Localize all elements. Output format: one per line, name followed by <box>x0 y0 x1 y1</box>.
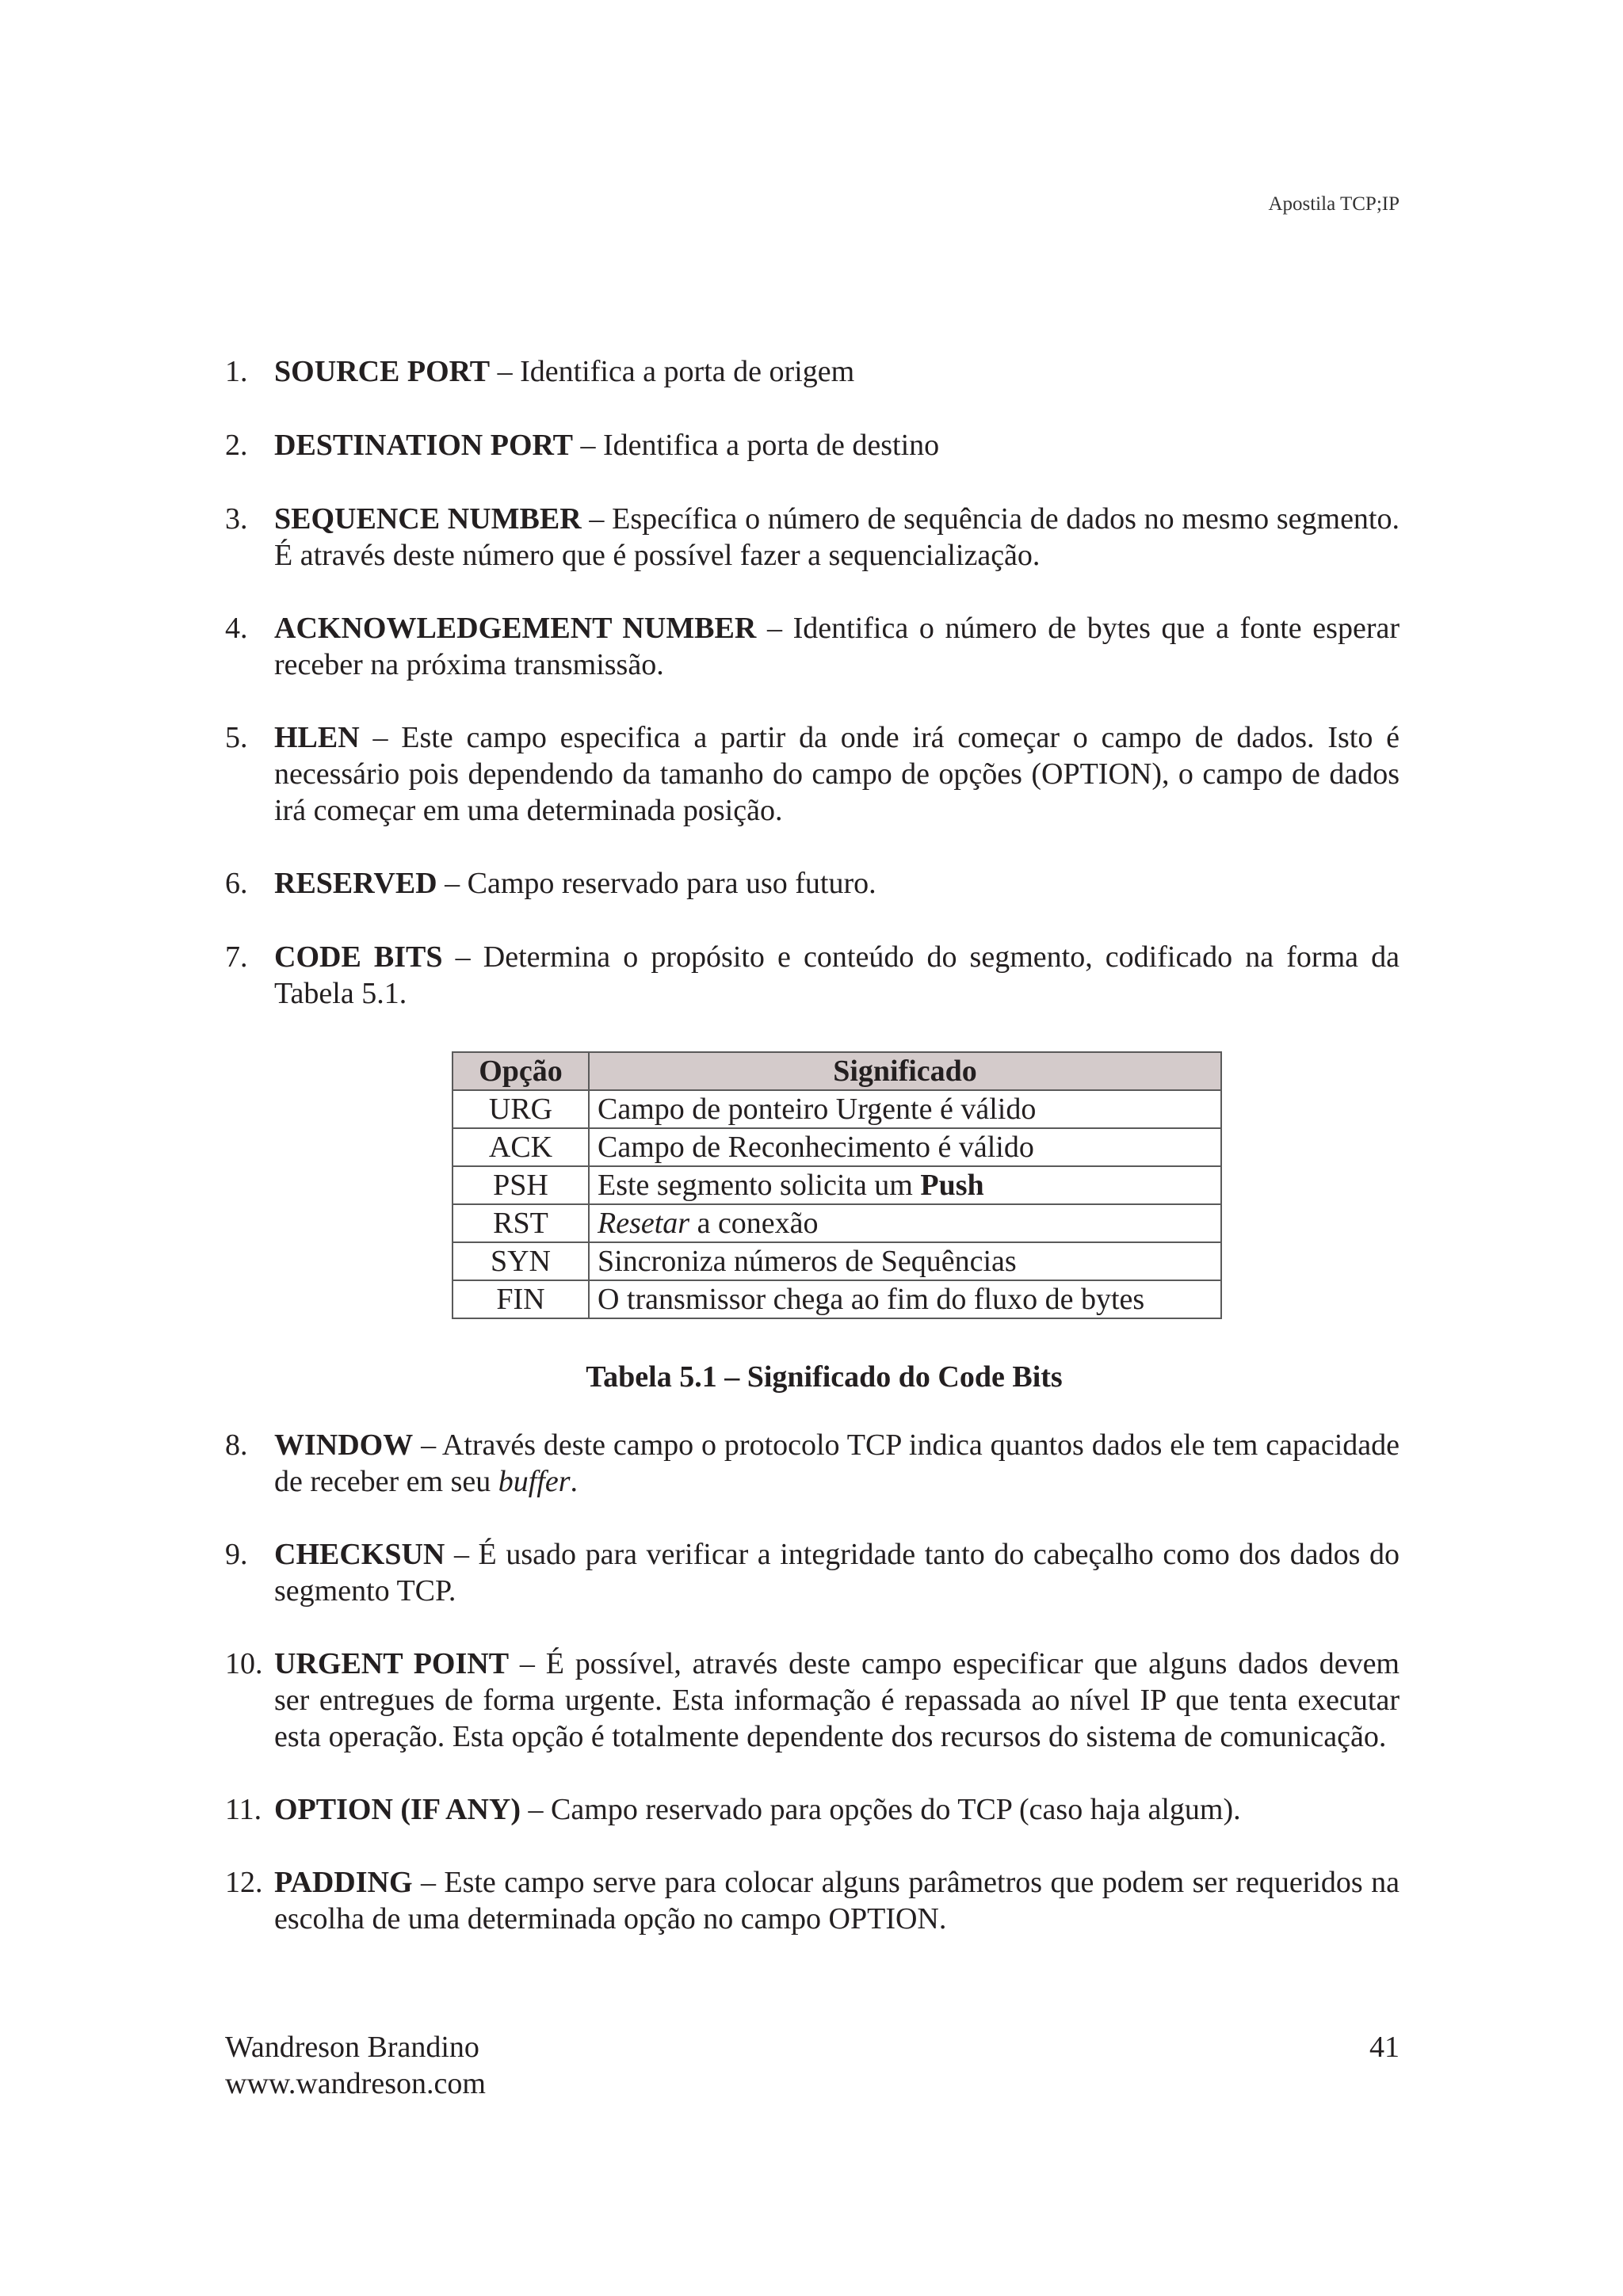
item-number: 1. <box>225 355 248 388</box>
list-item-urgent-point <box>225 1646 1400 1755</box>
list-item-padding <box>225 1864 1400 1937</box>
item-term: WINDOW <box>274 1428 414 1462</box>
item-text: – Determina o propósito e conteúdo do segmento, codificado na forma da Tabela 5.1. <box>274 940 1400 1010</box>
item-number: 2. <box>225 429 248 462</box>
item-body <box>274 501 1400 574</box>
table-row <box>453 1166 1221 1204</box>
list-item-window <box>225 1427 1400 1500</box>
table-header-row <box>453 1052 1221 1090</box>
item-number: 3. <box>225 502 248 536</box>
item-body <box>274 353 1400 390</box>
item-term: CHECKSUN <box>274 1538 445 1571</box>
item-text: – Identifica a porta de destino <box>572 429 940 462</box>
item-term: HLEN <box>274 721 360 754</box>
list-item-hlen <box>225 719 1400 829</box>
meaning-cell: Campo de ponteiro Urgente é válido <box>589 1090 1221 1128</box>
item-number: 5. <box>225 721 248 754</box>
item-term: OPTION (IF ANY) <box>274 1793 521 1826</box>
item-body <box>274 1536 1400 1609</box>
item-body <box>274 1427 1400 1500</box>
page-footer <box>225 2029 1400 2102</box>
meaning-bold-term: Push <box>920 1169 984 1202</box>
item-text: – Através deste campo o protocolo TCP indica quantos dados ele tem capacidade de receber em seu <box>274 1428 1400 1498</box>
code-bits-table <box>452 1051 1222 1319</box>
item-text: – Campo reservado para uso futuro. <box>437 867 876 900</box>
list-item-option <box>225 1791 1400 1828</box>
item-number: 4. <box>225 612 248 645</box>
item-number: 9. <box>225 1538 248 1571</box>
meaning-text: a conexão <box>689 1207 819 1240</box>
item-body <box>274 1646 1400 1755</box>
list-item-destination-port <box>225 427 1400 463</box>
item-number: 8. <box>225 1428 248 1462</box>
item-text: – Identifica o número de bytes que a fonte esperar receber na próxima transmissão. <box>274 612 1400 681</box>
option-cell: URG <box>453 1090 589 1128</box>
item-term: SOURCE PORT <box>274 355 491 388</box>
table-row <box>453 1128 1221 1166</box>
item-text: – Específica o número de sequência de dados no mesmo segmento. É através deste número que é possível fazer a sequencialização. <box>274 502 1400 572</box>
item-term: SEQUENCE NUMBER <box>274 502 582 536</box>
item-term: URGENT POINT <box>274 1647 510 1680</box>
item-number: 10. <box>225 1647 263 1680</box>
list-item-reserved <box>225 865 1400 902</box>
list-item-source-port <box>225 353 1400 390</box>
table-row <box>453 1090 1221 1128</box>
item-body <box>274 427 1400 463</box>
item-body <box>274 939 1400 1012</box>
table-row <box>453 1242 1221 1280</box>
item-body <box>274 719 1400 829</box>
item-body <box>274 1791 1400 1828</box>
list-item-code-bits <box>225 939 1400 1012</box>
item-term: RESERVED <box>274 867 437 900</box>
page-number: 41 <box>1369 2031 1400 2064</box>
meaning-cell: O transmissor chega ao fim do fluxo de bytes <box>589 1280 1221 1318</box>
item-number: 6. <box>225 867 248 900</box>
item-text: – É usado para verificar a integridade tanto do cabeçalho como dos dados do segmento TCP. <box>274 1538 1400 1608</box>
table-row <box>453 1204 1221 1242</box>
item-body <box>274 610 1400 683</box>
option-cell: RST <box>453 1204 589 1242</box>
column-header-option: Opção <box>453 1052 589 1090</box>
footer-author: Wandreson Brandino <box>225 2031 479 2064</box>
page-content <box>225 353 1400 1937</box>
column-header-meaning: Significado <box>589 1052 1221 1090</box>
meaning-text: Este segmento solicita um <box>598 1169 921 1202</box>
item-text: – É possível, através deste campo especificar que alguns dados devem ser entregues de forma urgente. Esta informação é repassada ao nível IP que tenta executar esta operação. Esta opção é totalmente dependente dos recursos do sistema de comunicação. <box>274 1647 1400 1753</box>
item-text: – Campo reservado para opções do TCP (caso haja algum). <box>521 1793 1241 1826</box>
item-text: – Este campo serve para colocar alguns parâmetros que podem ser requeridos na escolha de uma determinada opção no campo OPTION. <box>274 1866 1400 1936</box>
item-term: PADDING <box>274 1866 413 1899</box>
running-header: Apostila TCP;IP <box>1268 193 1400 215</box>
footer-website: www.wandreson.com <box>225 2067 486 2100</box>
meaning-cell <box>589 1204 1221 1242</box>
option-cell: SYN <box>453 1242 589 1280</box>
item-text: – Este campo especifica a partir da onde irá começar o campo de dados. Isto é necessário pois dependendo da tamanho do campo de opções (OPTION), o campo de dados irá começar em uma determinada posição. <box>274 721 1400 827</box>
list-item-checksun <box>225 1536 1400 1609</box>
meaning-cell: Sincroniza números de Sequências <box>589 1242 1221 1280</box>
meaning-italic-term: Resetar <box>598 1207 690 1240</box>
item-number: 12. <box>225 1866 263 1899</box>
option-cell: PSH <box>453 1166 589 1204</box>
item-body <box>274 1864 1400 1937</box>
item-body <box>274 865 1400 902</box>
list-item-sequence-number <box>225 501 1400 574</box>
item-term: ACKNOWLEDGEMENT NUMBER <box>274 612 757 645</box>
table-caption: Tabela 5.1 – Significado do Code Bits <box>586 1360 1063 1394</box>
item-text: – Identifica a porta de origem <box>490 355 855 388</box>
item-text-end: . <box>570 1465 578 1498</box>
item-number: 7. <box>225 940 248 974</box>
item-number: 11. <box>225 1793 262 1826</box>
meaning-cell <box>589 1166 1221 1204</box>
option-cell: ACK <box>453 1128 589 1166</box>
item-term: DESTINATION PORT <box>274 429 573 462</box>
option-cell: FIN <box>453 1280 589 1318</box>
meaning-cell: Campo de Reconhecimento é válido <box>589 1128 1221 1166</box>
item-italic-word: buffer <box>498 1465 571 1498</box>
list-item-acknowledgement-number <box>225 610 1400 683</box>
item-term: CODE BITS <box>274 940 443 974</box>
table-row <box>453 1280 1221 1318</box>
